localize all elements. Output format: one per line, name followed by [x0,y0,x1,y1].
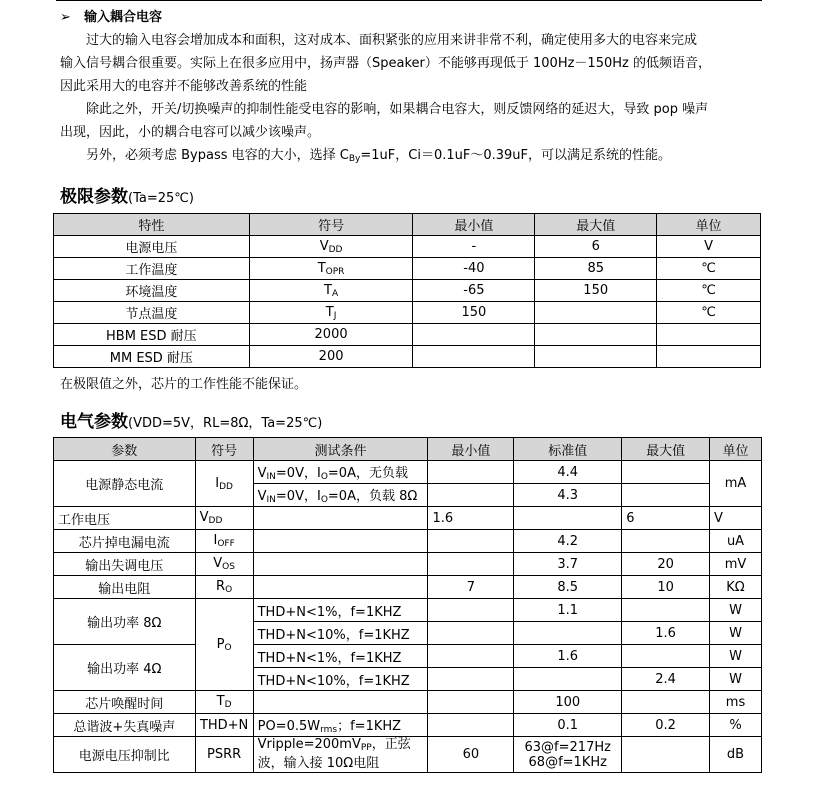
abs-max-note: 在极限值之外，芯片的工作性能不能保证。 [60,377,308,392]
table-row: 输出失调电压 $V_{OS}$ 3.7 20 mV [54,553,762,576]
section-heading: ➢ 输入耦合电容 [60,6,760,29]
table-row: 工作温度 $T_{OPR}$ -40 85 ℃ [54,258,761,280]
table-row: 电源电压抑制比 PSRR $Vripple=200mV_{PP}$，正弦 波，输入接 10Ω电阻 60 63@f=217Hz 68@f=1KHz dB [54,737,762,773]
paragraph-line: 过大的输入电容会增加成本和面积，这对成本、面积紧张的应用来讲非常不利，确定使用多大的电容来完成 [86,33,698,48]
bullet-arrow-icon: ➢ [60,10,71,25]
table-header-row: 特性 符号 最小值 最大值 单位 [54,214,761,236]
table-row: 芯片掉电漏电流 $I_{OFF}$ 4.2 uA [54,530,762,553]
paragraph-line: 输入信号耦合很重要。实际上在很多应用中，扬声器（Speaker）不能够再现低于 100Hz－150Hz 的低频语音， [60,56,711,71]
paragraph-line: 出现，因此，小的耦合电容可以减少该噪声。 [60,125,321,140]
input-coupling-section [60,6,760,171]
table-row: THD+N<10%，f=1KHZ 1.6 W [54,622,762,645]
table-row: 输出功率 8Ω $P_O$ THD+N<1%，f=1KHZ 1.1 W [54,599,762,622]
table-row: 节点温度 $T_J$ 150 ℃ [54,302,761,324]
abs-max-table [53,213,761,368]
table-row: THD+N<10%，f=1KHZ 2.4 W [54,668,762,691]
table-row: MM ESD 耐压 200 [54,346,761,368]
paragraph-line: 因此采用大的电容并不能够改善系统的性能 [60,79,308,94]
table-row: 电源电压 $V_{DD}$ - 6 V [54,236,761,258]
table-row: 输出功率 4Ω THD+N<1%，f=1KHZ 1.6 W [54,645,762,668]
table-header-row: 参数 符号 测试条件 最小值 标准值 最大值 单位 [54,438,762,461]
table-row: 工作电压 $V_{DD}$ 1.6 6 V [54,507,762,530]
table-row: 环境温度 $T_A$ -65 150 ℃ [54,280,761,302]
elec-title: 电气参数(VDD=5V，RL=8Ω，Ta=25℃) [60,412,323,432]
table-row: 芯片唤醒时间 $T_D$ 100 ms [54,691,762,714]
top-rule [56,0,762,1]
table-row: 输出电阻 $R_O$ 7 8.5 10 KΩ [54,576,762,599]
table-row: 总谐波+失真噪声 THD+N $PO=0.5W_{rms}$；f=1KHZ 0.1 0.2 % [54,714,762,737]
abs-max-title: 极限参数(Ta=25℃) [60,187,194,207]
paragraph-line: 另外，必须考虑 Bypass 电容的大小，选择 $C_{By}=1uF$，Ci＝0.1uF～0.39uF，可以满足系统的性能。 [86,148,671,164]
table-row: $V_{IN}=0V$，$I_O=0A$，负载 8Ω 4.3 [54,484,762,507]
table-row: HBM ESD 耐压 2000 [54,324,761,346]
elec-table [53,437,762,773]
table-row: 电源静态电流 $I_{DD}$ $V_{IN}=0V$，$I_O=0A$，无负载 4.4 mA [54,461,762,484]
paragraph-line: 除此之外，开关/切换噪声的抑制性能受电容的影响，如果耦合电容大，则反馈网络的延迟大，导致 pop 噪声 [86,102,709,117]
